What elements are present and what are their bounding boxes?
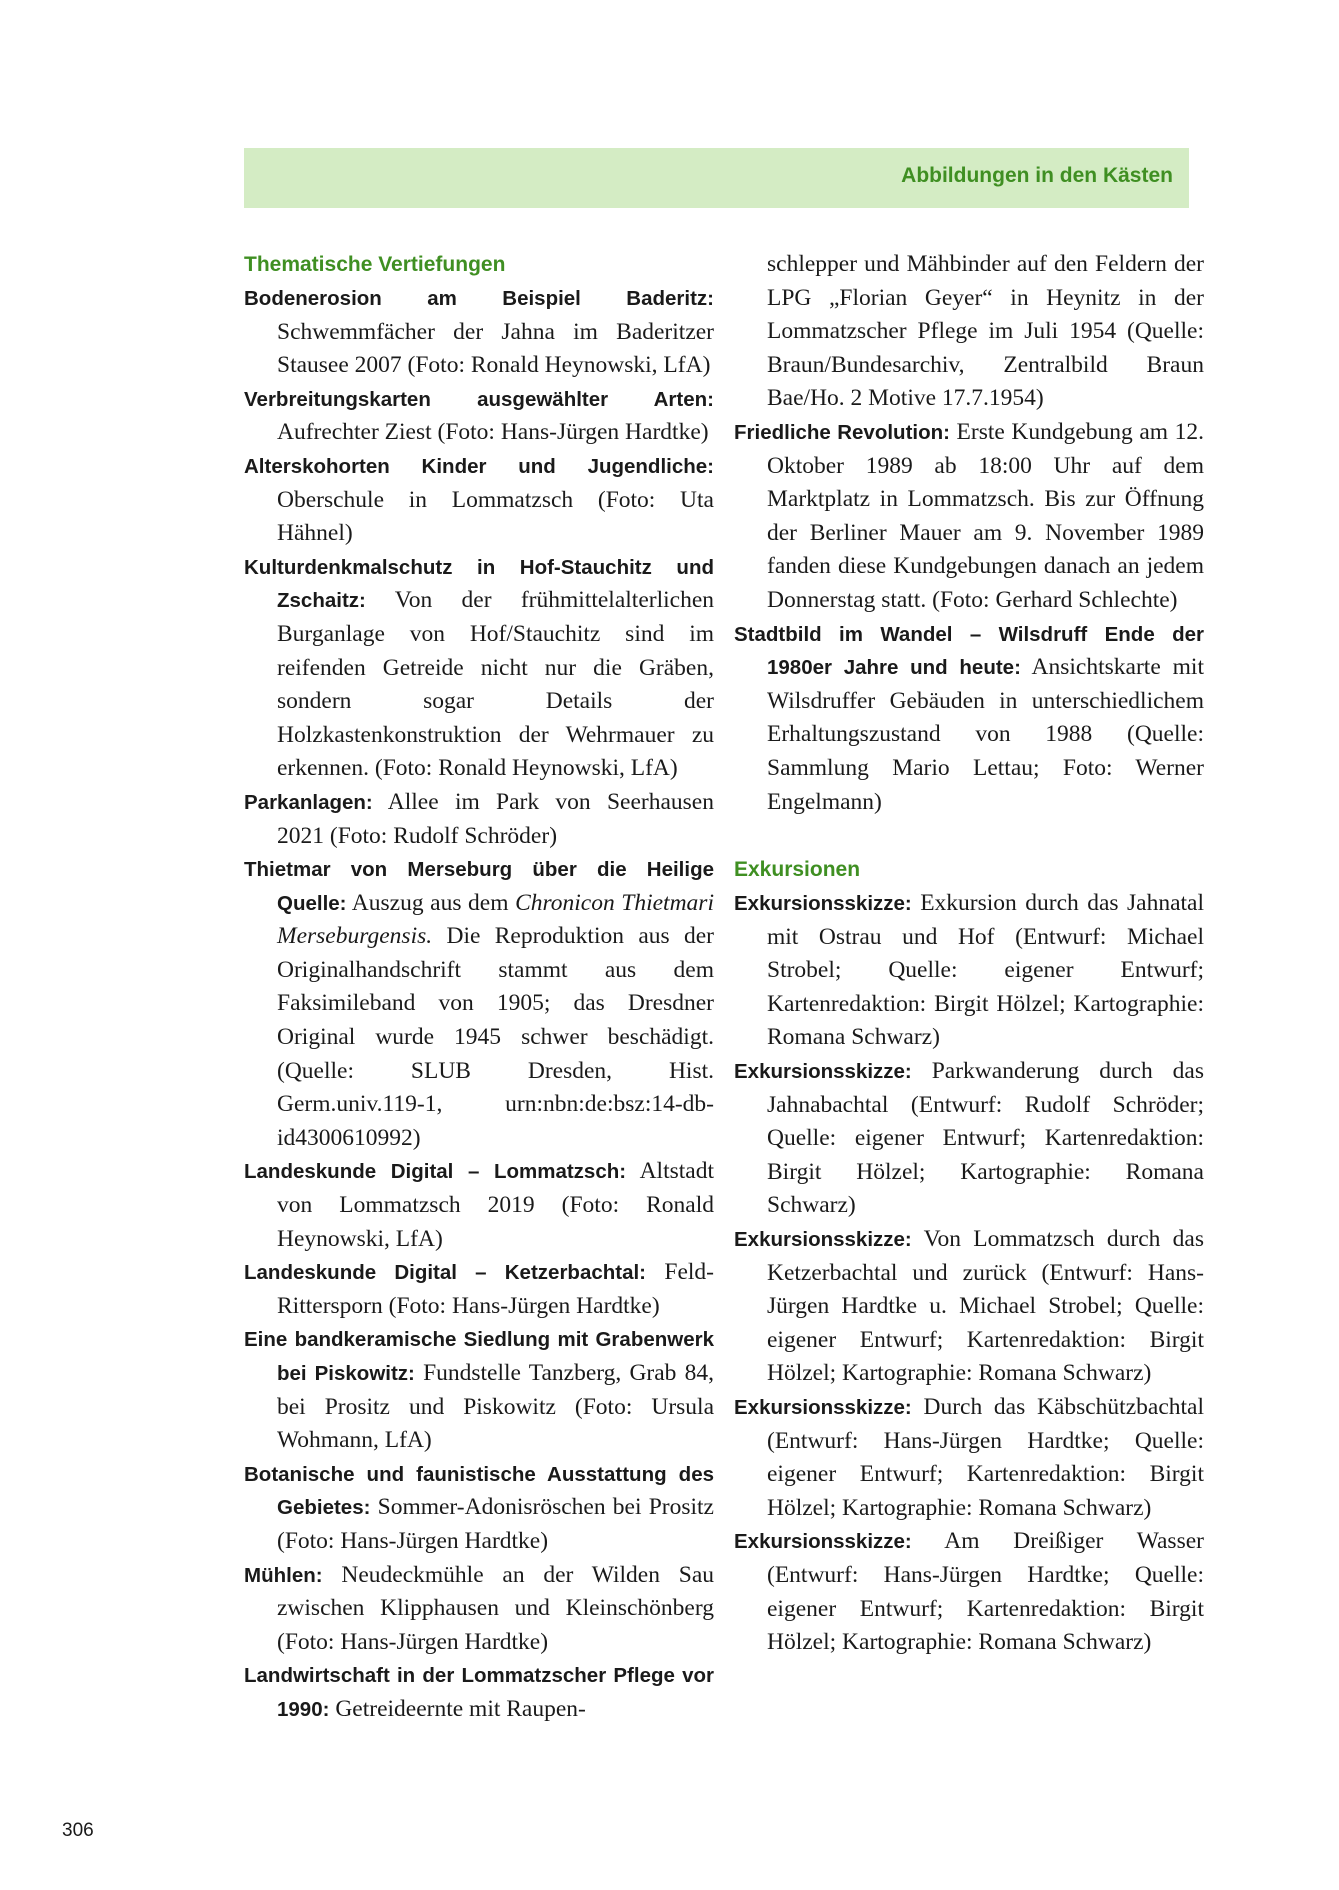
entry-term: Parkanlagen:	[244, 790, 373, 814]
entry-text: Parkwanderung durch das Jahnabachtal (Entwurf: Rudolf Schröder; Quelle: eigener Entwurf; Kartenredaktion: Birgit Hölzel; Kartographie: Romana Schwarz)	[767, 1058, 1204, 1219]
entry-term: Thietmar von Merseburg über die Heilige Quelle:	[244, 858, 714, 915]
page-number: 306	[62, 1820, 94, 1841]
caption-entry	[244, 1559, 714, 1660]
caption-entry	[734, 1391, 1204, 1525]
right-column	[734, 248, 1204, 1660]
entry-term: Alterskohorten Kinder und Jugendliche:	[244, 454, 714, 478]
caption-entry	[734, 1223, 1204, 1391]
caption-entry	[734, 1525, 1204, 1659]
entry-text: Neudeckmühle an der Wilden Sau zwischen Klipphausen und Kleinschönberg (Foto: Hans-Jürgen Hardtke)	[277, 1561, 715, 1655]
entry-text-post: Die Reproduktion aus der Originalhandschrift stammt aus dem Faksimileband von 1905; das Dresdner Original wurde 1945 schwer beschädigt. (Quelle: SLUB Dresden, Hist. Germ.univ.119-1, urn:nbn:de:bsz:14-db-id4300610992)	[277, 923, 714, 1151]
entry-text: Durch das Käbschützbachtal (Entwurf: Hans-Jürgen Hardtke; Quelle: eigener Entwurf; Kartenredaktion: Birgit Hölzel; Kartographie: Romana Schwarz)	[767, 1394, 1204, 1521]
caption-entry	[244, 1323, 714, 1457]
caption-entry	[244, 450, 714, 551]
caption-entry	[244, 551, 714, 786]
entry-term: Exkursionsskizze:	[734, 1530, 912, 1554]
entry-term: Landeskunde Digital – Ketzerbachtal:	[244, 1261, 647, 1285]
entry-term: Kulturdenkmalschutz in Hof-Stauchitz und Zschaitz:	[244, 555, 714, 613]
entry-text: Aufrechter Ziest (Foto: Hans-Jürgen Hardtke)	[277, 419, 709, 446]
section-header-band	[244, 148, 1189, 208]
entry-text: Fundstelle Tanzberg, Grab 84, bei Prositz und Piskowitz (Foto: Ursula Wohmann, LfA)	[277, 1360, 714, 1454]
caption-entry	[244, 1659, 714, 1726]
entry-term: Exkursionsskizze:	[734, 1060, 912, 1084]
section-header-title: Abbildungen in den Kästen	[901, 164, 1173, 187]
caption-entry	[244, 1155, 714, 1256]
caption-entry	[244, 1458, 714, 1559]
caption-entry	[244, 853, 714, 1155]
entry-text-italic: Chronicon Thietmari Merseburgensis.	[277, 889, 714, 950]
entry-term: Botanische und faunistische Ausstattung des Gebietes:	[244, 1462, 714, 1520]
entry-term: Landwirtschaft in der Lommatzscher Pflege vor 1990:	[244, 1664, 714, 1721]
entry-text: Ansichtskarte mit Wilsdruffer Gebäuden in unterschiedlichem Erhaltungszustand von 1988 (Quelle: Sammlung Mario Lettau; Foto: Werner Engelmann)	[767, 654, 1204, 815]
section-gap	[734, 819, 1204, 853]
entry-term: Stadtbild im Wandel – Wilsdruff Ende der 1980er Jahre und heute:	[734, 622, 1204, 680]
caption-entry	[734, 618, 1204, 820]
entry-text: Von Lommatzsch durch das Ketzerbachtal und zurück (Entwurf: Hans-Jürgen Hardtke u. Michael Strobel; Quelle: eigener Entwurf; Kartenredaktion: Birgit Hölzel; Kartographie: Romana Schwarz)	[767, 1226, 1205, 1387]
entry-term: Exkursionsskizze:	[734, 1228, 912, 1252]
entry-text: Schwemmfächer der Jahna im Baderitzer Stausee 2007 (Foto: Ronald Heynowski, LfA)	[277, 318, 714, 379]
caption-entry	[734, 1055, 1204, 1223]
entry-term: Bodenerosion am Beispiel Baderitz:	[244, 287, 714, 310]
caption-entry	[244, 383, 714, 450]
entry-text: Oberschule in Lommatzsch (Foto: Uta Hähnel)	[277, 486, 714, 547]
entry-text: Von der frühmittelalterlichen Burganlage von Hof/Stauchitz sind im reifenden Getreide nicht nur die Gräben, sondern sogar Details der Holzkastenkonstruktion der Wehrmauer zu erkennen. (Foto: Ronald Heynowski, LfA)	[277, 587, 714, 782]
caption-entry	[244, 786, 714, 853]
entry-text: Getreideernte mit Raupen-	[335, 1695, 586, 1722]
left-column	[244, 248, 714, 1727]
entry-term: Friedliche Revolution:	[734, 420, 950, 444]
entry-term: Exkursionsskizze:	[734, 892, 912, 916]
entry-term: Mühlen:	[244, 1563, 323, 1587]
entry-text: Allee im Park von Seerhausen 2021 (Foto: Rudolf Schröder)	[277, 788, 714, 849]
entry-text: Feld-Rittersporn (Foto: Hans-Jürgen Hardtke)	[277, 1259, 714, 1319]
section-heading-excursions: Exkursionen	[734, 858, 861, 882]
entry-term: Landeskunde Digital – Lommatzsch:	[244, 1160, 627, 1184]
entry-text: Erste Kundgebung am 12. Oktober 1989 ab 18:00 Uhr auf dem Marktplatz in Lommatzsch. Bis zur Öffnung der Berliner Mauer am 9. November 1989 fanden diese Kundgebungen danach an jedem Donnerstag statt. (Foto: Gerhard Schlechte)	[767, 418, 1204, 613]
caption-entry	[734, 887, 1204, 1055]
caption-entry	[244, 1256, 714, 1323]
entry-text: Exkursion durch das Jahnatal mit Ostrau und Hof (Entwurf: Michael Strobel; Quelle: eigener Entwurf; Kartenredaktion: Birgit Hölzel; Kartographie: Romana Schwarz)	[767, 890, 1204, 1051]
entry-term: Eine bandkeramische Siedlung mit Grabenwerk bei Piskowitz:	[244, 1328, 714, 1385]
entry-term: Verbreitungskarten ausgewählter Arten:	[244, 387, 714, 411]
caption-entry	[734, 416, 1204, 618]
section-heading-thematic: Thematische Vertiefungen	[244, 253, 506, 276]
caption-entry	[244, 282, 714, 383]
entry-text: Sommer-Adonisröschen bei Prositz (Foto: Hans-Jürgen Hardtke)	[277, 1494, 714, 1554]
entry-text: Altstadt von Lommatzsch 2019 (Foto: Ronald Heynowski, LfA)	[277, 1158, 714, 1252]
caption-continuation: schlepper und Mähbinder auf den Feldern der LPG „Florian Geyer“ in Heynitz in der Lommatzscher Pflege im Juli 1954 (Quelle: Braun/Bundesarchiv, Zentralbild Braun Bae/Ho. 2 Motive 17.7.1954)	[767, 251, 1204, 412]
entry-term: Exkursionsskizze:	[734, 1396, 912, 1419]
entry-text-pre: Auszug aus dem	[351, 889, 509, 916]
entry-text: Am Dreißiger Wasser (Entwurf: Hans-Jürgen Hardtke; Quelle: eigener Entwurf; Kartenredaktion: Birgit Hölzel; Kartographie: Romana Schwarz)	[767, 1528, 1204, 1656]
